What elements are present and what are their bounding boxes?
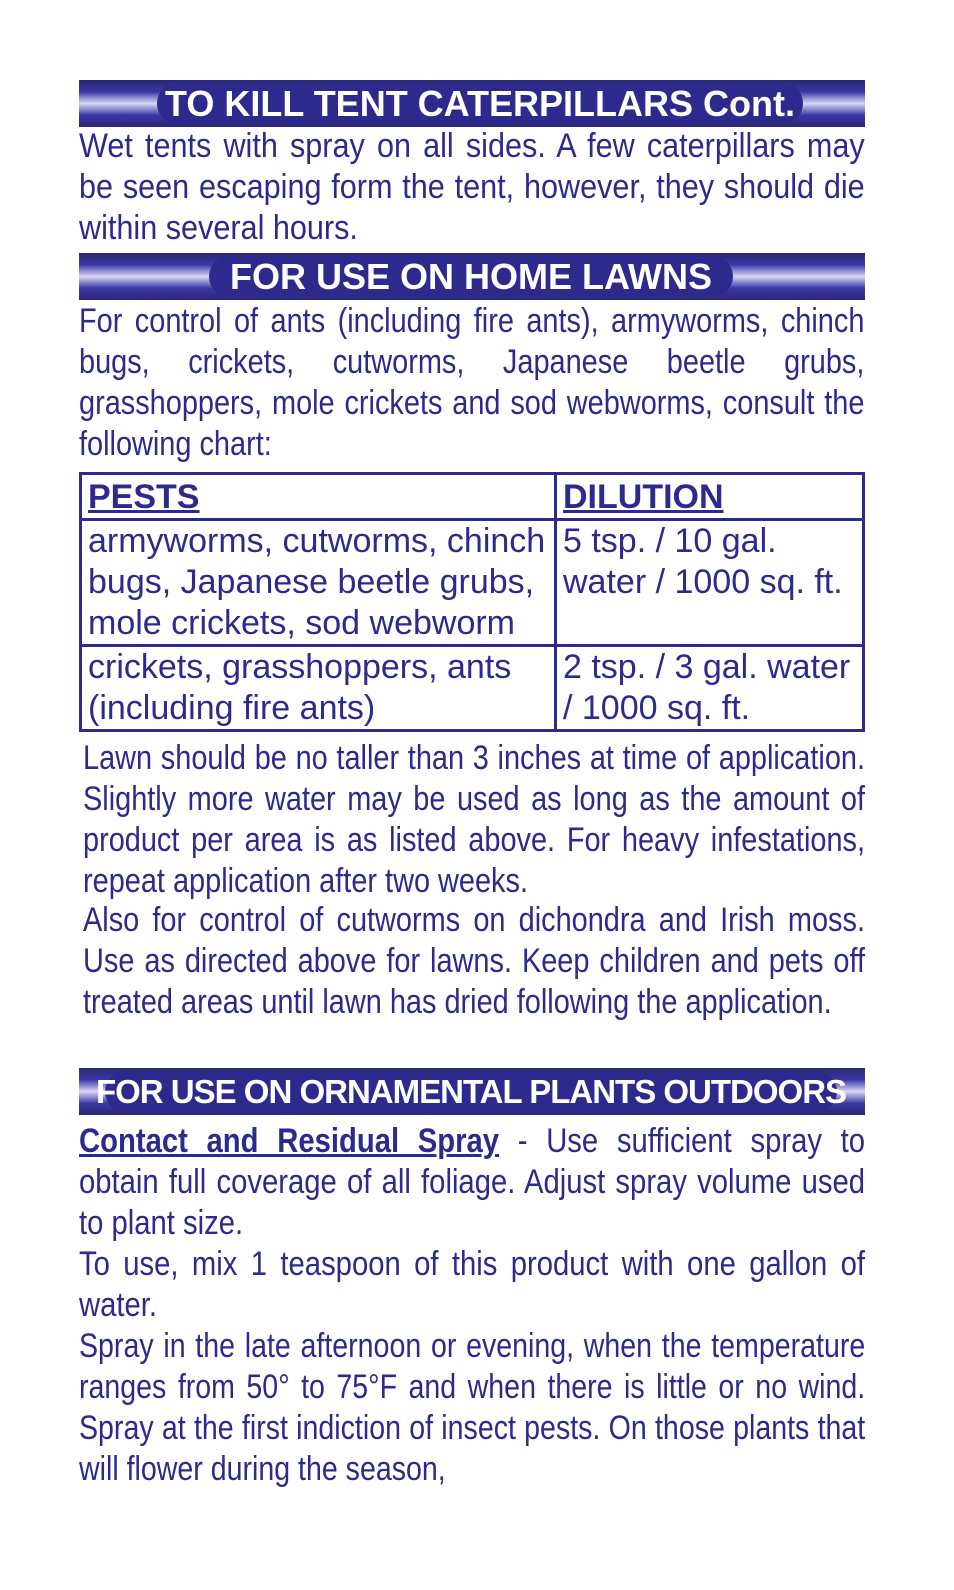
spray-text: - Use sufficient spray to obtain full coverage of all foliage. Adjust spray volume used to plant size. [79, 1122, 866, 1242]
table-cell-dilution: 2 tsp. / 3 gal. water / 1000 sq. ft. [556, 646, 864, 731]
section-banner-caterpillars [79, 80, 865, 127]
lawns-intro: For control of ants (including fire ants), armyworms, chinch bugs, crickets, cutworms, Japanese beetle grubs, grasshoppers, mole crickets and sod webworms, consult the following chart: [79, 302, 865, 463]
caterpillars-body: Wet tents with spray on all sides. A few caterpillars may be seen escaping form the tent, however, they should die within several hours. [79, 127, 865, 247]
ornamental-timing: Spray in the late afternoon or evening, when the temperature ranges from 50° to 75°F and when there is little or no wind. Spray at the first indiction of insect pests. On those plants that will flower during the season, [79, 1327, 866, 1488]
section-heading-ornamental: FOR USE ON ORNAMENTAL PLANTS OUTDOORS [105, 1071, 837, 1112]
lawns-after-chart: Lawn should be no taller than 3 inches at time of application. Slightly more water may be used as long as the amount of product per area is as listed above. For heavy infestations, repeat application after two weeks. [83, 739, 865, 900]
table-row [81, 646, 864, 731]
section-heading-lawns: FOR USE ON HOME LAWNS [209, 256, 733, 297]
table-cell-pests: armyworms, cutworms, chinch bugs, Japanese beetle grubs, mole crickets, sod webworm [81, 520, 556, 646]
table-row [81, 520, 864, 646]
lawns-dichondra: Also for control of cutworms on dichondra and Irish moss. Use as directed above for lawns. Keep children and pets off treated areas until lawn has dried following the application. [83, 901, 865, 1021]
table-cell-pests: crickets, grasshoppers, ants (including fire ants) [81, 646, 556, 731]
section-banner-lawns [79, 253, 865, 300]
ornamental-spray-paragraph [79, 1121, 865, 1244]
table-header-dilution: DILUTION [556, 474, 864, 520]
ornamental-mix: To use, mix 1 teaspoon of this product with one gallon of water. [79, 1245, 866, 1324]
table-header-pests: PESTS [81, 474, 556, 520]
table-cell-dilution: 5 tsp. / 10 gal. water / 1000 sq. ft. [556, 520, 864, 646]
spray-title: Contact and Residual Spray [79, 1122, 500, 1160]
section-heading-caterpillars: TO KILL TENT CATERPILLARS Cont. [157, 83, 803, 124]
pest-dilution-table [79, 472, 865, 732]
table-header-row [81, 474, 864, 520]
section-banner-ornamental [79, 1068, 865, 1115]
